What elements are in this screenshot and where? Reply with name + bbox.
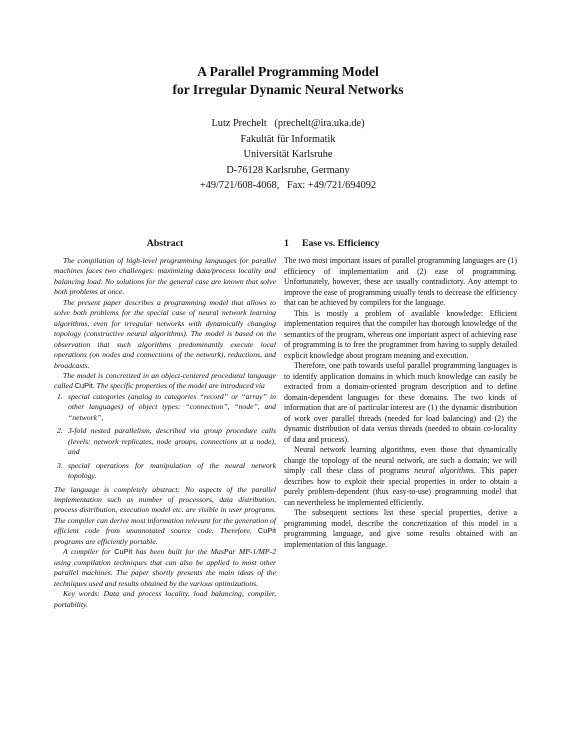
section-heading: [284, 238, 517, 250]
section-body: [284, 256, 517, 550]
body-text: . This paper describes how to exploit their special properties in order to obtain a purely problem-dependent (thus easy-to-use) programming model that can nevertheless be implemented efficiently.: [284, 466, 518, 507]
list-text: special categories (analog to categories “record” or “array” in other languages) of object types: “connection”, “node”, and “network”,: [68, 391, 276, 422]
section-column: [284, 238, 517, 550]
list-number: 1.: [57, 391, 63, 401]
abstract-text: A compiler for: [63, 547, 115, 557]
cupit-name: CuPit: [257, 526, 276, 536]
abstract-text: The model is concretized in an object-centered procedural language called: [54, 370, 276, 391]
property-list: [54, 392, 276, 482]
body-paragraph: The subsequent sections list these special properties, derive a programming model, describe the concretization of this model in a programming language, and give some results obtained with an implementation of this language.: [284, 508, 517, 549]
abstract-text: programs are efficiently portable.: [54, 536, 158, 546]
abstract-paragraph: [54, 371, 276, 392]
abstract-paragraph: [54, 485, 276, 548]
list-item: [54, 426, 276, 457]
abstract-body: [54, 256, 276, 610]
list-item: [54, 392, 276, 423]
abstract-column: [54, 238, 276, 610]
abstract-paragraph: [54, 547, 276, 589]
author-phone: +49/721/608-4068, Fax: +49/721/694092: [199, 180, 377, 191]
list-number: 3.: [57, 460, 63, 470]
cupit-name: CuPit: [74, 381, 93, 391]
title-line-1: A Parallel Programming Model: [197, 64, 379, 79]
body-text: Neural network learning algorithms, even those that dynamically change the topology of the neural network, are such a domain; we will simply call these class of programs: [284, 445, 517, 475]
section-title: Ease vs. Efficiency: [302, 238, 380, 249]
abstract-paragraph: The compilation of high-level programming languages for parallel machines faces two challenges: maximizing data/process locality and balancing load. No solutions for the general case are known that solve both problems at once.: [54, 256, 276, 297]
paper-title: [0, 63, 576, 99]
list-number: 2.: [57, 426, 63, 436]
list-item: [54, 461, 276, 482]
author-city: D-76128 Karlsruhe, Germany: [226, 164, 350, 176]
author-university: Universität Karlsruhe: [243, 149, 333, 160]
emphasis-text: neural algorithms: [414, 466, 474, 475]
abstract-heading: Abstract: [146, 238, 184, 249]
abstract-text: has been built for the MasPar MP-1/MP-2 using compilation techniques that can also be applied to most other parallel machines. The paper shortly presents the main ideas of the techniques used and results obtained by the various optimizations.: [54, 547, 277, 588]
cupit-name: CuPit: [114, 547, 133, 557]
body-paragraph: The two most important issues of parallel programming languages are (1) efficiency of implementation and (2) ease of programming. Unfortunately, however, these are usually contradictory. Any attempt to improve the ease of programming usually tends to decrease the efficiency that can be achieved by compilers for the language.: [284, 256, 517, 307]
abstract-text: The language is completely abstract: No aspects of the parallel implementation such as number of processors, data distribution, process distribution, execution model etc. are visible in user programs. The compiler can derive most information relevant for the generation of efficient code from unannotated source code. Therefore,: [54, 484, 276, 536]
body-paragraph: Therefore, one path towards useful parallel programming languages is to identify application domains in which much knowledge can easily be extracted from a domain-oriented program description and to define domain-dependent languages for these domains. The two kinds of information that are of particular interest are (1) the dynamic distribution of work over parallel threads (needed for load balancing) and (2) the dynamic distribution of data versus threads (needed to obtain co-locality of data and process).: [284, 361, 517, 444]
list-text: special operations for manipulation of the neural network topology.: [68, 460, 276, 481]
author-faculty: Fakultät für Informatik: [240, 133, 336, 145]
section-number: 1: [284, 238, 289, 249]
author-block: [0, 116, 576, 194]
abstract-text: . The specific properties of the model are introduced via: [92, 381, 265, 391]
author-name: Lutz Prechelt (prechelt@ira.uka.de): [211, 118, 365, 129]
title-line-2: for Irregular Dynamic Neural Networks: [172, 82, 404, 97]
body-paragraph: [284, 445, 517, 508]
body-paragraph: This is mostly a problem of available knowledge: Efficient implementation requires that the compiler has thorough knowledge of the semantics of the program, whereas one important aspect of achieving ease of programming is to free the programmer from having to supply detailed explicit knowledge about program meaning and execution.: [284, 308, 517, 360]
keywords: Key words: Data and process locality, load balancing, compiler, portability.: [54, 589, 276, 609]
abstract-paragraph: The present paper describes a programming model that allows to solve both problems for the special case of neural network learning algorithms, even for irregular networks with dynamically changing topology (constructive neural algorithms). The model is based on the observation that such algorithms predominantly execute local operations (on nodes and connections of the network), reductions, and broadcasts.: [54, 297, 276, 370]
list-text: 3-fold nested parallelism, described via group procedure calls (levels: network replicates, node groups, connections at a node), and: [68, 426, 276, 457]
